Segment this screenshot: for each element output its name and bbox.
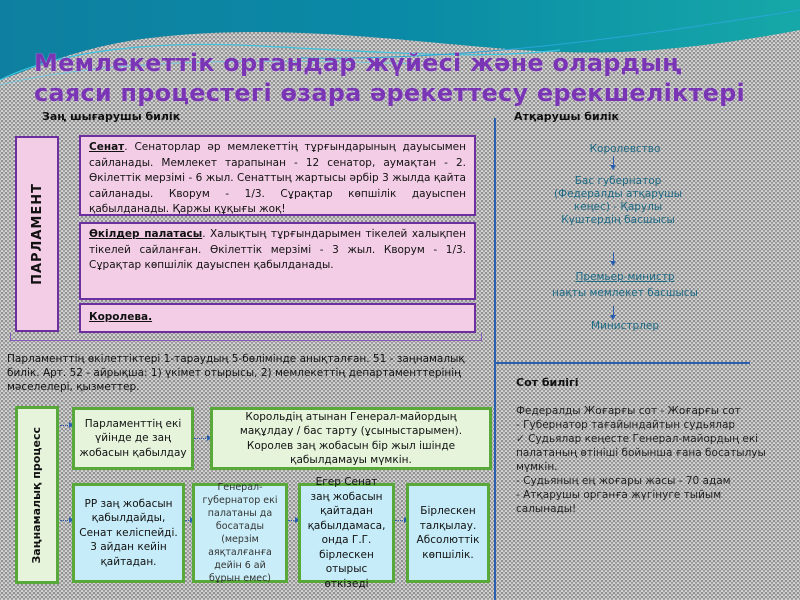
house-heading: Өкілдер палатасы — [89, 228, 203, 240]
judicial-line: Федералды Жоғарғы сот - Жоғарғы сот — [516, 405, 741, 417]
executive-label: Атқарушы билік — [514, 110, 619, 123]
executive-chain-item-3-sub: нақты мемлекет басшысы — [552, 287, 698, 299]
parliament-label-box — [15, 136, 59, 332]
process-step-text: Парламенттің екі үйінде де заң жобасын қабылдау — [79, 417, 187, 459]
queen-heading: Королева. — [89, 311, 153, 324]
process-step-text: Генерал-губернатор екі палатаны да босатады (мерзім аяқталғанға дейін 6 ай бұрын емес) — [202, 482, 278, 584]
process-step-text: РР заң жобасын қабылдайды, Сенат келіспейді. 3 айдан кейін қайтадан. — [79, 497, 178, 568]
process-label: Заңнамалық процесс — [30, 426, 43, 564]
process-step-text: Бірлескен талқылау. Абсолюттік көпшілік. — [416, 505, 480, 561]
arrow-down-icon — [613, 252, 614, 264]
judicial-text — [516, 392, 771, 516]
process-label-box — [15, 406, 59, 584]
parliament-bracket — [10, 333, 482, 341]
senate-heading: Сенат — [89, 141, 125, 153]
executive-chain-item-1: Королевство — [589, 143, 661, 155]
executive-chain-item-4: Министрлер — [591, 320, 659, 332]
arrow-down-icon — [613, 156, 614, 168]
parliament-label: ПАРЛАМЕНТ — [29, 183, 45, 285]
horizontal-divider — [495, 362, 750, 364]
house-text: . Халықтың тұрғындарымен тікелей халықпен тікелей сайланған. Өкілеттік мерзімі - 3 жыл. Кворум - 1/3. Сұрақтар көпшілік дауыспен қабылданады. — [89, 228, 466, 271]
queen-box — [79, 303, 476, 333]
arrow-down-icon — [613, 306, 614, 318]
senate-text: . Сенаторлар әр мемлекеттің тұрғындарының дауысымен сайланады. Мемлекет тарапынан - 12 сенатор, аумақтан - 2. Өкілеттік мерзімі - 6 жыл. Сенаттың жартысы әрбір 3 жылда қайта сайланады. Кворум - 1/3. Сұрақтар көпшілік дауыспен қабылданады. Қаржы құқығы жоқ! — [89, 141, 466, 215]
arrow-icon — [194, 438, 210, 440]
judicial-line: - Судьяның ең жоғары жасы - 70 адам — [516, 475, 731, 487]
process-step-1 — [72, 407, 194, 470]
judicial-line: ✓ Судьялар кеңесте Генерал-майордың екі палатаның өтініші бойынша ғана босатылуы мүмкін. — [516, 433, 766, 473]
process-step-3 — [72, 483, 185, 583]
judicial-line: - Губернатор тағайындайтын судьялар — [516, 419, 736, 431]
judicial-line: - Атқарушы органға жүгінуге тыйым салынады! — [516, 489, 722, 515]
executive-chain-item-3: Премьер-министр — [575, 271, 675, 283]
process-step-4 — [192, 483, 288, 583]
vertical-divider — [494, 118, 496, 600]
judicial-label: Сот билігі — [516, 376, 579, 389]
house-box — [79, 222, 476, 300]
arrow-icon — [60, 520, 72, 522]
legislative-label: Заң шығарушы билік — [42, 110, 181, 123]
senate-box — [79, 135, 476, 216]
process-step-6 — [406, 483, 490, 583]
arrow-icon — [288, 520, 298, 522]
parliament-powers-note: Парламенттің өкілеттіктері 1-тараудың 5-бөлімінде анықталған. 51 - заңнамалық билік. Арт. 52 - айрықша: 1) үкімет отырысы, 2) мемлекеттің департаменттерінің мәселелері, қызметтер. — [7, 353, 465, 393]
process-step-2 — [210, 407, 492, 470]
arrow-icon — [60, 425, 72, 427]
page-title: Мемлекеттік органдар жүйесі және олардың саяси процестегі өзара әрекеттесу ерекшеліктері — [34, 49, 745, 107]
executive-chain-item-2: Бас губернатор (Федералды атқарушы кеңес) - Қарулы Күштердің басшысы — [553, 175, 683, 226]
process-step-text: Егер Сенат заң жобасын қайтадан қабылдамаса, онда Г.Г. бірлескен отырыс өткізеді — [307, 476, 386, 590]
process-step-text: Корольдің атынан Генерал-майордың мақұлдау / бас тарту (ұсыныстарымен). Королев заң жобасын бір жыл ішінде қабылдамауы мүмкін. — [239, 410, 463, 466]
process-step-5 — [298, 476, 395, 590]
